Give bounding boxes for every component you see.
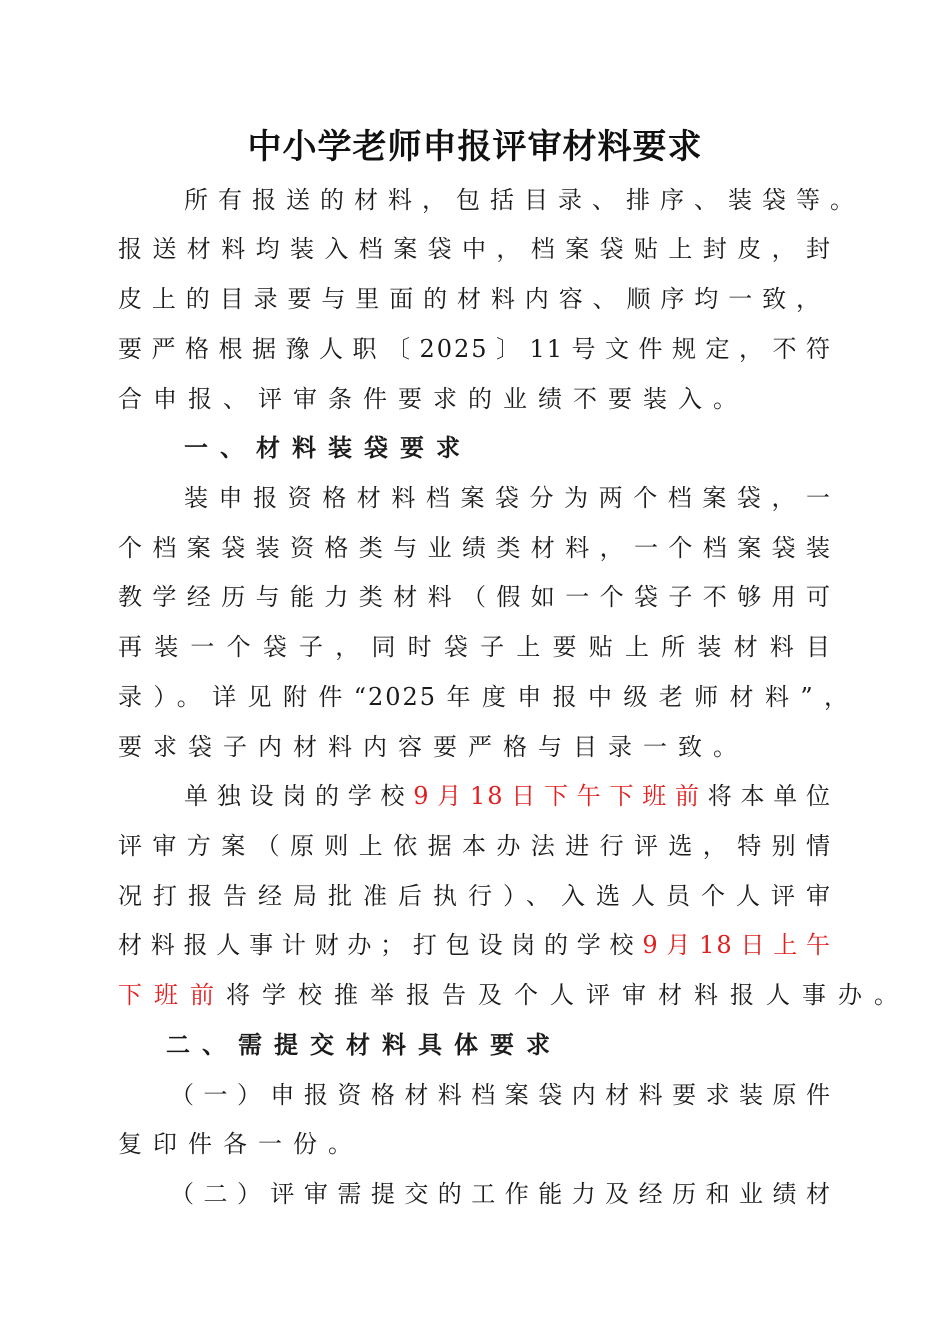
item1-line1: （一）申报资格材料档案袋内材料要求装原件 (170, 1081, 832, 1109)
para2-line1: 装申报资格材料档案袋分为两个档案袋，一 (184, 484, 832, 512)
para3-line1 (184, 776, 832, 816)
para3-line4-text-a: 材料报人事计财办；打包设岗的学校 (118, 931, 643, 959)
para1-line2: 报送材料均装入档案袋中，档案袋贴上封皮，封 (118, 235, 832, 263)
para2-line3: 教学经历与能力类材料（假如一个袋子不够用可 (118, 583, 832, 611)
para2-line6: 要求袋子内材料内容要严格与目录一致。 (118, 733, 748, 761)
para1-line3: 皮上的目录要与里面的材料内容、顺序均一致， (118, 285, 822, 313)
para1-line5: 合申报、评审条件要求的业绩不要装入。 (118, 385, 748, 413)
para3-line5 (118, 975, 910, 1015)
item1-line2: 复印件各一份。 (118, 1130, 363, 1158)
deadline-highlight-3: 下班前 (118, 981, 226, 1009)
para3-line3: 况打报告经局批准后执行）、入选人员个人评审 (118, 882, 832, 910)
document-title: 中小学老师申报评审材料要求 (247, 127, 703, 167)
para2-line2: 个档案袋装资格类与业绩类材料，一个档案袋装 (118, 534, 832, 562)
para1-line4: 要严格根据豫人职〔2025〕11号文件规定，不符 (118, 335, 832, 363)
para3-line4 (118, 925, 832, 965)
para2-line4: 再装一个袋子，同时袋子上要贴上所装材料目 (118, 633, 832, 661)
section-heading-1: 一、材料装袋要求 (184, 433, 472, 462)
section-heading-2: 二、需提交材料具体要求 (166, 1030, 562, 1059)
para3-line5-text-b: 将学校推举报告及个人评审材料报人事办。 (226, 981, 910, 1009)
deadline-highlight-1: 9月18日下午下班前 (413, 782, 708, 810)
item2-line1: （二）评审需提交的工作能力及经历和业绩材 (170, 1180, 832, 1208)
para3-line2: 评审方案（原则上依据本办法进行评选，特别情 (118, 832, 832, 860)
para2-line5: 录）。详见附件“2025年度申报中级老师材料”， (118, 683, 850, 711)
para1-line1: 所有报送的材料，包括目录、排序、装袋等。 (184, 186, 856, 214)
deadline-highlight-2: 9月18日上午 (642, 931, 833, 959)
para3-line1-text-a: 单独设岗的学校 (184, 782, 414, 810)
para3-line1-text-c: 将本单位 (707, 782, 833, 810)
